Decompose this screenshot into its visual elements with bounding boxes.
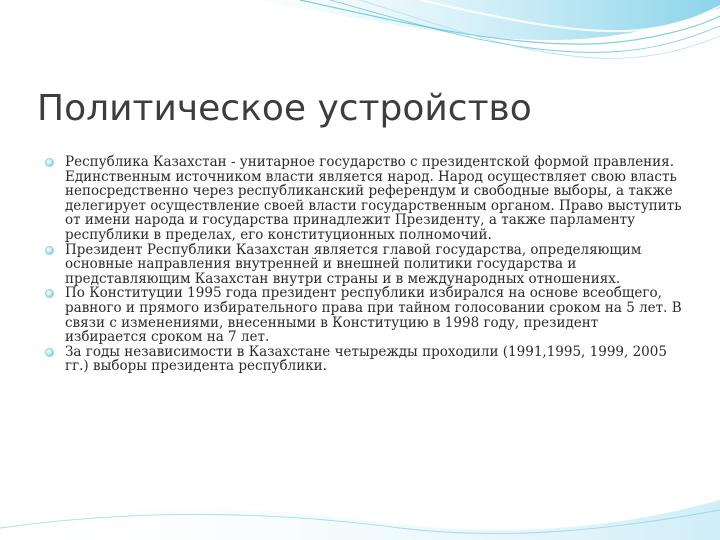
slide-title: Политическое устройство [37,88,532,129]
wave-bottom-fill [0,500,720,540]
bullet-text-3: По Конституции 1995 года президент республики избирался на основе всеобщего, равного и прямого избирательного права при тайном голосовании сроком на 5 лет. В связи с изменениями, внесенными в Конституцию в 1998 году, президент избирается сроком на 7 лет. [65,285,682,346]
bullet-dot-icon [45,158,54,167]
bullet-text-1: Республика Казахстан - унитарное государство с президентской формой правления. Единственным источником власти является народ. Народ осуществляет свою власть непосредственно через республиканский референдум и свободные выборы, а также делегирует осуществление своей власти государственным органом. Право выступить от имени народа и государства принадлежит Президенту, а также парламенту республики в пределах, его конституционных полномочий. [65,154,682,243]
bullet-item-2 [44,243,684,287]
bullet-item-3 [44,286,684,344]
bullet-text-4: За годы независимости в Казахстане четырежды проходили (1991,1995, 1999, 2005 гг.) выборы президента республики. [65,343,667,375]
bullet-list [44,155,684,374]
bullet-dot-icon [45,289,54,298]
bullet-item-1 [44,155,684,243]
bullet-dot-icon [45,246,54,255]
wave-top-fill [250,0,720,40]
bullet-item-4 [44,345,684,374]
bullet-dot-icon [45,348,54,357]
bullet-text-2: Президент Республики Казахстан является главой государства, определяющим основные направления внутренней и внешней политики государства и представляющим Казахстан внутри страны и в международных отношениях. [65,241,642,287]
